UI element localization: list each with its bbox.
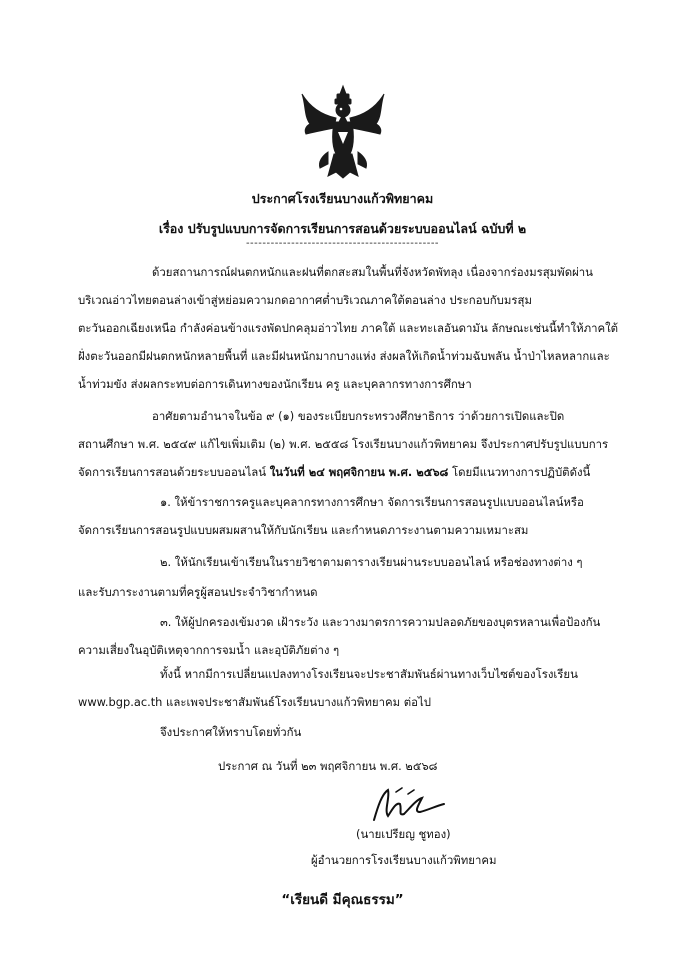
paragraph-1-line-5: น้ำท่วมขัง ส่งผลกระทบต่อการเดินทางของนักเรียน ครู และบุคลากรทางการศึกษา xyxy=(78,377,472,391)
closing-line-2-text: www.bgp.ac.th และเพจประชาสัมพันธ์โรงเรียนบางแก้วพิทยาคม ต่อไป xyxy=(78,695,431,709)
item-3-line-1: ๓. ให้ผู้ปกครองเข้มงวด เฝ้าระวัง และวางมาตรการความปลอดภัยของบุตรหลานเพื่อป้องกัน xyxy=(160,615,601,629)
school-motto: “เรียนดี มีคุณธรรม” xyxy=(281,892,404,908)
item-1-line-1: ๑. ให้ข้าราชการครูและบุคลากรทางการศึกษา จัดการเรียนการสอนรูปแบบออนไลน์หรือ xyxy=(160,495,584,509)
item-2-line-2: และรับภาระงานตามที่ครูผู้สอนประจำวิชากำหนด xyxy=(78,585,318,599)
paragraph-1-line-2: บริเวณอ่าวไทยตอนล่างเข้าสู่หย่อมความกดอากาศต่ำบริเวณภาคใต้ตอนล่าง ประกอบกับมรสุม xyxy=(78,293,532,307)
announcement-title: ประกาศโรงเรียนบางแก้วพิทยาคม xyxy=(251,191,434,206)
garuda-emblem-icon xyxy=(298,84,388,180)
item-3-line-2: ความเสี่ยงในอุบัติเหตุจากการจมน้ำ และอุบัติภัยต่าง ๆ xyxy=(78,643,340,657)
handwritten-signature-icon xyxy=(368,786,448,826)
signer-name: (นายเปรียญ ชูทอง) xyxy=(356,827,451,841)
paragraph-2-line-1: อาศัยตามอำนาจในข้อ ๙ (๑) ของระเบียบกระทรวงศึกษาธิการ ว่าด้วยการเปิดและปิด xyxy=(152,409,565,423)
item-1-line-2: จัดการเรียนการสอนรูปแบบผสมผสานให้กับนักเรียน และกำหนดภาระงานตามความเหมาะสม xyxy=(78,523,529,537)
paragraph-2-line-3 xyxy=(78,464,638,481)
signer-position: ผู้อำนวยการโรงเรียนบางแก้วพิทยาคม xyxy=(311,853,497,867)
closing-line-1: ทั้งนี้ หากมีการเปลี่ยนแปลงทางโรงเรียนจะประชาสัมพันธ์ผ่านทางเว็บไซต์ของโรงเรียน xyxy=(160,667,578,681)
paragraph-2-line-3-start: จัดการเรียนการสอนด้วยระบบออนไลน์ xyxy=(78,465,270,479)
closing-line-2 xyxy=(78,694,638,711)
paragraph-1-line-3: ตะวันออกเฉียงเหนือ กำลังค่อนข้างแรงพัดปกคลุมอ่าวไทย ภาคใต้ และทะเลอันดามัน ลักษณะเช่นนี้ทำให้ภาคใต้ xyxy=(78,321,619,335)
title-divider: ----------------------------------------------- xyxy=(245,238,440,249)
paragraph-2-line-3-end: โดยมีแนวทางการปฏิบัติดังนี้ xyxy=(448,465,591,479)
announce-line: จึงประกาศให้ทราบโดยทั่วกัน xyxy=(160,725,302,739)
paragraph-2-line-2: สถานศึกษา พ.ศ. ๒๕๔๙ แก้ไขเพิ่มเติม (๒) พ.ศ. ๒๕๕๘ โรงเรียนบางแก้วพิทยาคม จึงประกาศปรับรูปแบบการ xyxy=(78,437,609,451)
announcement-subject: เรื่อง ปรับรูปแบบการจัดการเรียนการสอนด้วยระบบออนไลน์ ฉบับที่ ๒ xyxy=(158,221,527,236)
item-2-line-1: ๒. ให้นักเรียนเข้าเรียนในรายวิชาตามตารางเรียนผ่านระบบออนไลน์ หรือช่องทางต่าง ๆ xyxy=(160,555,583,569)
announcement-date: ประกาศ ณ วันที่ ๒๓ พฤศจิกายน พ.ศ. ๒๕๖๘ xyxy=(218,759,438,773)
paragraph-1-line-1: ด้วยสถานการณ์ฝนตกหนักและฝนที่ตกสะสมในพื้นที่จังหวัดพัทลุง เนื่องจากร่องมรสุมพัดผ่าน xyxy=(152,265,593,279)
online-date-highlight: ในวันที่ ๒๔ พฤศจิกายน พ.ศ. ๒๕๖๘ xyxy=(269,465,449,479)
paragraph-1-line-4: ฝั่งตะวันออกมีฝนตกหนักหลายพื้นที่ และมีฝนหนักมากบางแห่ง ส่งผลให้เกิดน้ำท่วมฉับพลัน น้ำป่าไหลหลากและ xyxy=(78,349,610,363)
